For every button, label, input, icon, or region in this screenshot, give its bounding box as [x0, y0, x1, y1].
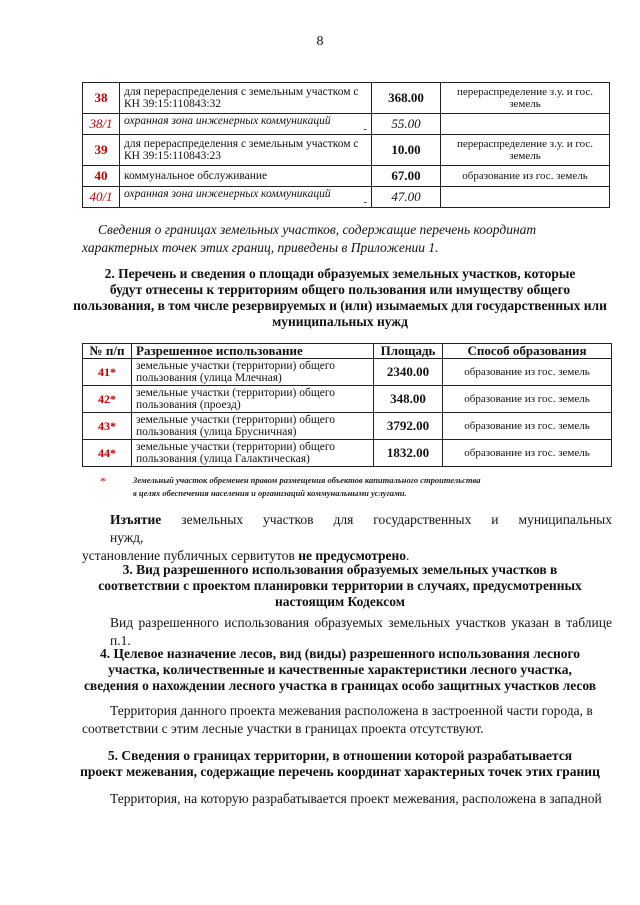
row-number: 39 — [83, 135, 120, 166]
section-4-text: Территория данного проекта межевания расположена в застроенной части города, в соответствии с этим лесные участки в границах проекта отсутствуют. — [82, 703, 593, 736]
page-number: 8 — [316, 34, 324, 49]
row-use: земельные участки (территории) общего пользования (улица Брусничная) — [132, 413, 374, 440]
row-area: 67.00 — [372, 166, 441, 187]
header-num: № п/п — [83, 344, 132, 359]
row-number: 43* — [83, 413, 132, 440]
row-area: 55.00 — [372, 114, 441, 135]
section-4-heading: 4. Целевое назначение лесов, вид (виды) разрешенного использования лесного участка, количественные и качественные характеристики лесного участка, сведения о нахождении лесного участка в границах особо защитных участков лесов — [83, 646, 597, 693]
row-number: 38 — [83, 83, 120, 114]
table-row — [83, 166, 610, 187]
row-method — [441, 114, 610, 135]
row-use: земельные участки (территории) общего пользования (проезд) — [132, 386, 374, 413]
section-2-heading: 2. Перечень и сведения о площади образуемых земельных участков, которые будут отнесены к территориям общего пользования или имуществу общего пользования, в том числе резервируемых и (или) изымаемых для государственных или муниципальных нужд — [73, 266, 607, 329]
row-use: охранная зона инженерных коммуникаций - — [120, 114, 372, 135]
table-row — [83, 83, 610, 114]
row-area: 2340.00 — [374, 359, 443, 386]
row-area: 368.00 — [372, 83, 441, 114]
row-area: 348.00 — [374, 386, 443, 413]
table-header-row — [83, 344, 612, 359]
table-row — [83, 386, 612, 413]
row-method: образование из гос. земель — [443, 386, 612, 413]
table-row — [83, 359, 612, 386]
footnote: Земельный участок обременен правом размещения объектов капитального строительства в целях обеспечения населения и организаций коммунальными услугами. — [133, 475, 481, 498]
section-3-text: Вид разрешенного использования образуемых земельных участков указан в таблице п.1. — [110, 615, 612, 648]
section-3-heading: 3. Вид разрешенного использования образуемых земельных участков в соответствии с проектом планировки территории в случаях, предусмотренных настоящим Кодексом — [98, 562, 582, 609]
row-area: 10.00 — [372, 135, 441, 166]
row-use: земельные участки (территории) общего пользования (улица Млечная) — [132, 359, 374, 386]
row-method: образование из гос. земель — [443, 440, 612, 467]
header-area: Площадь — [374, 344, 443, 359]
header-method: Способ образования — [443, 344, 612, 359]
row-method: перераспределение з.у. и гос. земель — [441, 135, 610, 166]
table-row — [83, 413, 612, 440]
row-number: 44* — [83, 440, 132, 467]
table-row — [83, 440, 612, 467]
row-method: образование из гос. земель — [441, 166, 610, 187]
row-use: охранная зона инженерных коммуникаций - — [120, 187, 372, 208]
section-5-heading: 5. Сведения о границах территории, в отношении которой разрабатывается проект межевания, содержащие перечень координат характерных точек этих границ — [80, 748, 600, 779]
row-area: 3792.00 — [374, 413, 443, 440]
row-method: образование из гос. земель — [443, 413, 612, 440]
table-row — [83, 114, 610, 135]
header-use: Разрешенное использование — [132, 344, 374, 359]
land-plots-table — [82, 82, 610, 208]
row-method — [441, 187, 610, 208]
seizure-paragraph: Изъятие земельных участков для государственных и муниципальных нужд, установление публичных сервитутов не предусмотрено. — [82, 512, 612, 563]
table-row — [83, 187, 610, 208]
row-method: образование из гос. земель — [443, 359, 612, 386]
row-number: 42* — [83, 386, 132, 413]
row-use: для перераспределения с земельным участком с КН 39:15:110843:32 — [120, 83, 372, 114]
row-use: для перераспределения с земельным участком с КН 39:15:110843:23 — [120, 135, 372, 166]
row-area: 47.00 — [372, 187, 441, 208]
public-plots-table — [82, 343, 612, 467]
section-5-text: Территория, на которую разрабатывается проект межевания, расположена в западной — [110, 791, 602, 806]
coordinates-note: Сведения о границах земельных участков, содержащие перечень координат характерных точек этих границ, приведены в Приложении 1. — [82, 222, 537, 255]
row-area: 1832.00 — [374, 440, 443, 467]
table-row — [83, 135, 610, 166]
row-use: земельные участки (территории) общего пользования (улица Галактическая) — [132, 440, 374, 467]
row-number: 40 — [83, 166, 120, 187]
row-number: 40/1 — [83, 187, 120, 208]
footnote-star: * — [100, 474, 106, 488]
row-number: 38/1 — [83, 114, 120, 135]
row-use: коммунальное обслуживание — [120, 166, 372, 187]
row-number: 41* — [83, 359, 132, 386]
row-method: перераспределение з.у. и гос. земель — [441, 83, 610, 114]
